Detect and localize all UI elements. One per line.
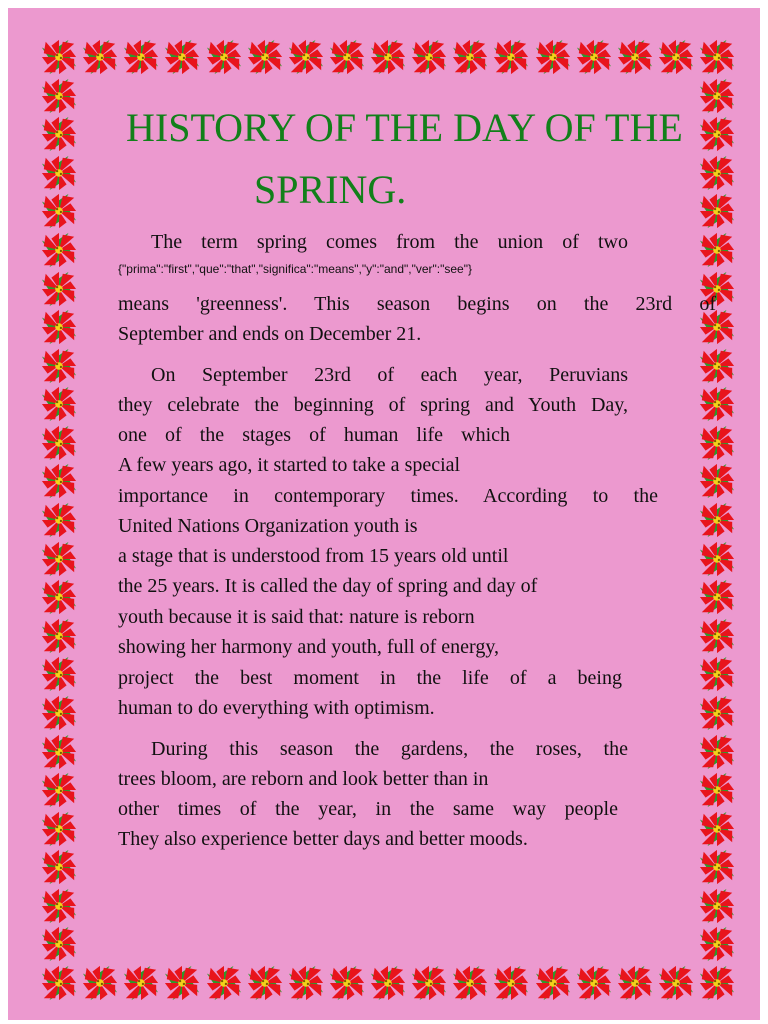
paragraph-3-line-4: They also experience better days and better moods. [118,828,528,850]
paragraph-2-line-3: one of the stages of human life which [118,424,510,446]
paragraph-2-line-6: United Nations Organization youth is [118,515,418,537]
paragraph-2-line-9: youth because it is said that: nature is reborn [118,606,475,628]
paragraph-2-line-4: A few years ago, it started to take a special [118,454,461,476]
page-title-line-2: SPRING. [254,167,407,212]
paragraph-2-line-11: project the best moment in the life of a being [118,667,622,689]
page-title-line-1: HISTORY OF THE DAY OF THE [126,105,683,150]
paragraph-3-line-3: other times of the year, in the same way people [118,798,618,820]
paragraph-2-line-7: a stage that is understood from 15 years old until [118,545,509,567]
paragraph-2-line-1: On September 23rd of each year, Peruvians [151,364,628,386]
paragraph-1-line-1: The term spring comes from the union of two [151,231,628,253]
page-background [8,8,760,1020]
paragraph-2-line-2: they celebrate the beginning of spring and Youth Day, [118,394,628,416]
paragraph-2-line-12: human to do everything with optimism. [118,697,435,719]
paragraph-2-line-8: the 25 years. It is called the day of spring and day of [118,575,538,597]
paragraph-3-line-2: trees bloom, are reborn and look better than in [118,768,489,790]
paragraph-2-line-10: showing her harmony and youth, full of energy, [118,636,500,658]
paragraph-1-line-3: September and ends on December 21. [118,323,422,345]
document-body [8,8,760,1020]
paragraph-3-line-1: During this season the gardens, the roses, the [151,738,628,760]
paragraph-1-line-2: means 'greenness'. This season begins on the 23rd of [118,293,716,315]
paragraph-2-line-5: importance in contemporary times. According to the [118,485,658,507]
json-annotation: {"prima":"first","que":"that","significa":"means","y":"and","ver":"see"} [118,262,472,276]
